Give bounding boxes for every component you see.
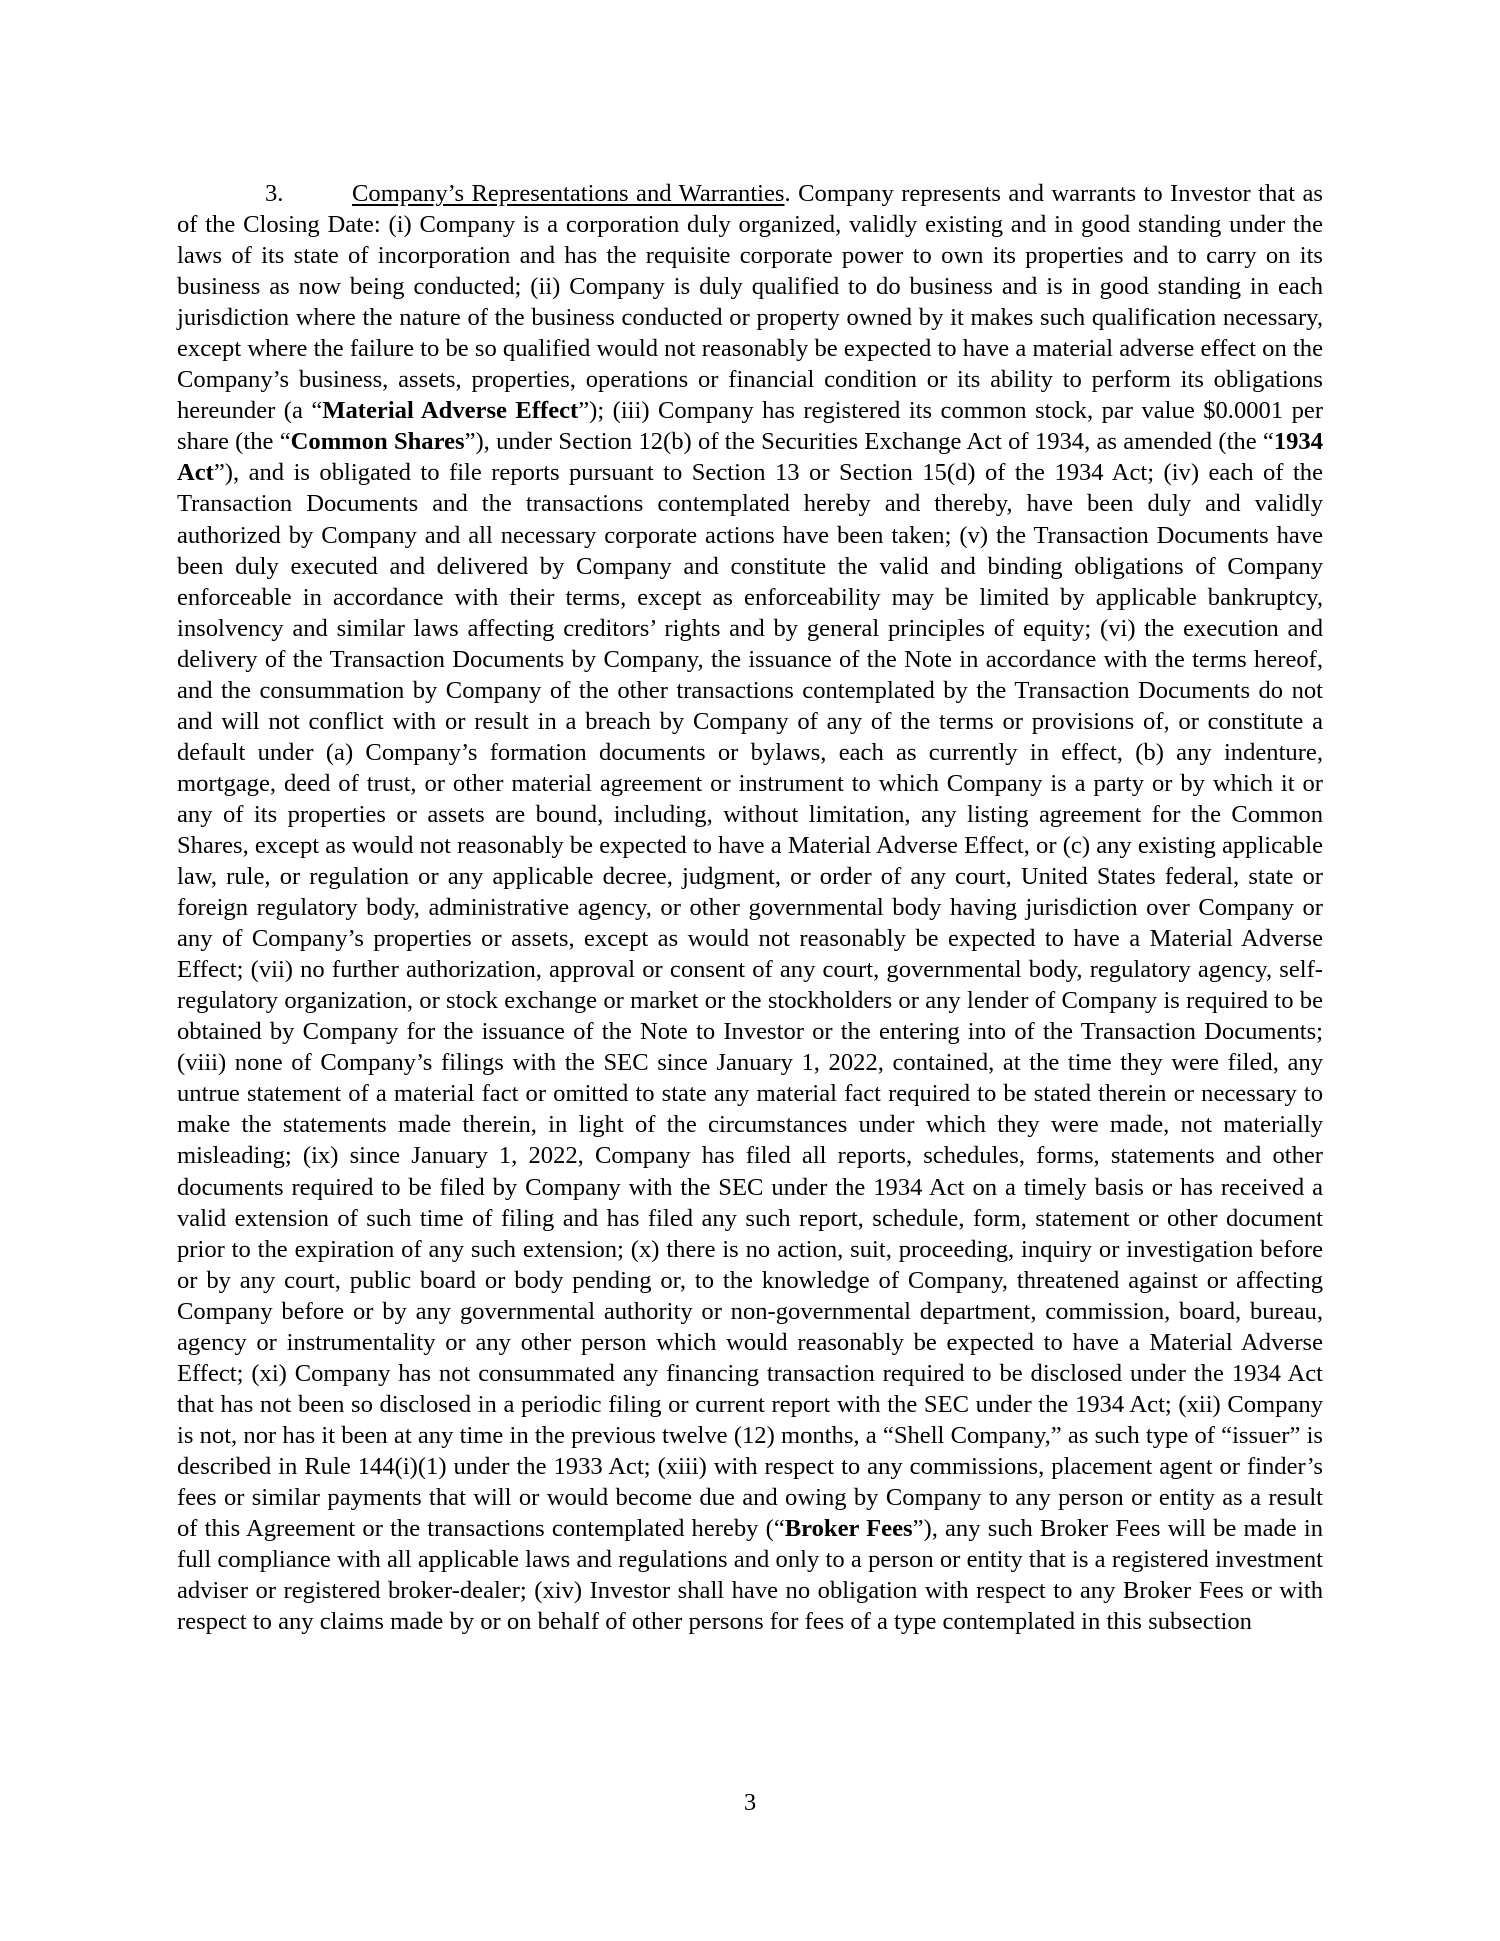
section-text-4: ”), and is obligated to file reports pursuant to Section 13 or Section 15(d) of the 1934 Act; (iv) each of the Transaction Documents and the transactions contemplated hereby and thereby, have been duly and validly authorized by Company and all necessary corporate actions have been taken; (v) the Transaction Documents have been duly executed and delivered by Company and constitute the valid and binding obligations of Company enforceable in accordance with their terms, except as enforceability may be limited by applicable bankruptcy, insolvency and similar laws affecting creditors’ rights and by general principles of equity; (vi) the execution and delivery of the Transaction Documents by Company, the issuance of the Note in accordance with the terms hereof, and the consummation by Company of the other transactions contemplated by the Transaction Documents do not and will not conflict with or result in a breach by Company of any of the terms or provisions of, or constitute a default under (a) Company’s formation documents or bylaws, each as currently in effect, (b) any indenture, mortgage, deed of trust, or other material agreement or instrument to which Company is a party or by which it or any of its properties or assets are bound, including, without limitation, any listing agreement for the Common Shares, except as would not reasonably be expected to have a Material Adverse Effect, or (c) any existing applicable law, rule, or regulation or any applicable decree, judgment, or order of any court, United States federal, state or foreign regulatory body, administrative agency, or other governmental body having jurisdiction over Company or any of Company’s properties or assets, except as would not reasonably be expected to have a Material Adverse Effect; (vii) no further authorization, approval or consent of any court, governmental body, regulatory agency, self-regulatory organization, or stock exchange or market or the stockholders or any lender of Company is required to be obtained by Company for the issuance of the Note to Investor or the entering into of the Transaction Documents; (viii) none of Company’s filings with the SEC since January 1, 2022, contained, at the time they were filed, any untrue statement of a material fact or omitted to state any material fact required to be stated therein or necessary to make the statements made therein, in light of the circumstances under which they were made, not materially misleading; (ix) since January 1, 2022, Company has filed all reports, schedules, forms, statements and other documents required to be filed by Company with the SEC under the 1934 Act on a timely basis or has received a valid extension of such time of filing and has filed any such report, schedule, form, statement or other document prior to the expiration of any such extension; (x) there is no action, suit, proceeding, inquiry or investigation before or by any court, public board or body pending or, to the knowledge of Company, threatened against or affecting Company before or by any governmental authority or non-governmental department, commission, board, bureau, agency or instrumentality or any other person which would reasonably be expected to have a Material Adverse Effect; (xi) Company has not consummated any financing transaction required to be disclosed under the 1934 Act that has not been so disclosed in a periodic filing or current report with the SEC under the 1934 Act; (xii) Company is not, nor has it been at any time in the previous twelve (12) months, a “Shell Company,” as such type of “issuer” is described in Rule 144(i)(1) under the 1933 Act; (xiii) with respect to any commissions, placement agent or finder’s fees or similar payments that will or would become due and owing by Company to any person or entity as a result of this Agreement or the transactions contemplated hereby (“ xyxy=(177,459,1323,1543)
section-text-intro: . Company represents and warrants to Investor that as of the Closing Date: (i) Company is a corporation duly organized, validly existing and in good standing under the laws of its state of incorporation and has the requisite corporate power to own its properties and to carry on its business as now being conducted; (ii) Company is duly qualified to do business and is in good standing in each jurisdiction where the nature of the business conducted or property owned by it makes such qualification necessary, except where the failure to be so qualified would not reasonably be expected to have a material adverse effect on the Company’s business, assets, properties, operations or financial condition or its ability to perform its obligations hereunder (a “ xyxy=(177,180,1323,425)
section-3-representations-and-warranties xyxy=(177,178,1323,1637)
defined-term-1934-act: 1934 Act xyxy=(177,428,1324,487)
defined-term-broker-fees: Broker Fees xyxy=(784,1515,913,1543)
section-number: 3. xyxy=(265,180,284,207)
section-title: Company’s Representations and Warranties xyxy=(352,180,785,207)
defined-term-common-shares: Common Shares xyxy=(290,428,465,456)
section-text-3: ”), under Section 12(b) of the Securities Exchange Act of 1934, as amended (the “ xyxy=(464,428,1274,456)
section-paragraph xyxy=(177,178,1323,1637)
section-text-5: ”), any such Broker Fees will be made in full compliance with all applicable laws and regulations and only to a person or entity that is a registered investment adviser or registered broker-dealer; (xiv) Investor shall have no obligation with respect to any Broker Fees or with respect to any claims made by or on behalf of other persons for fees of a type contemplated in this subsection xyxy=(177,1515,1323,1636)
defined-term-material-adverse-effect: Material Adverse Effect xyxy=(322,397,579,425)
section-text-2: ”); (iii) Company has registered its common stock, par value $0.0001 per share (the “ xyxy=(177,397,1324,456)
page-number: 3 xyxy=(743,1789,757,1816)
